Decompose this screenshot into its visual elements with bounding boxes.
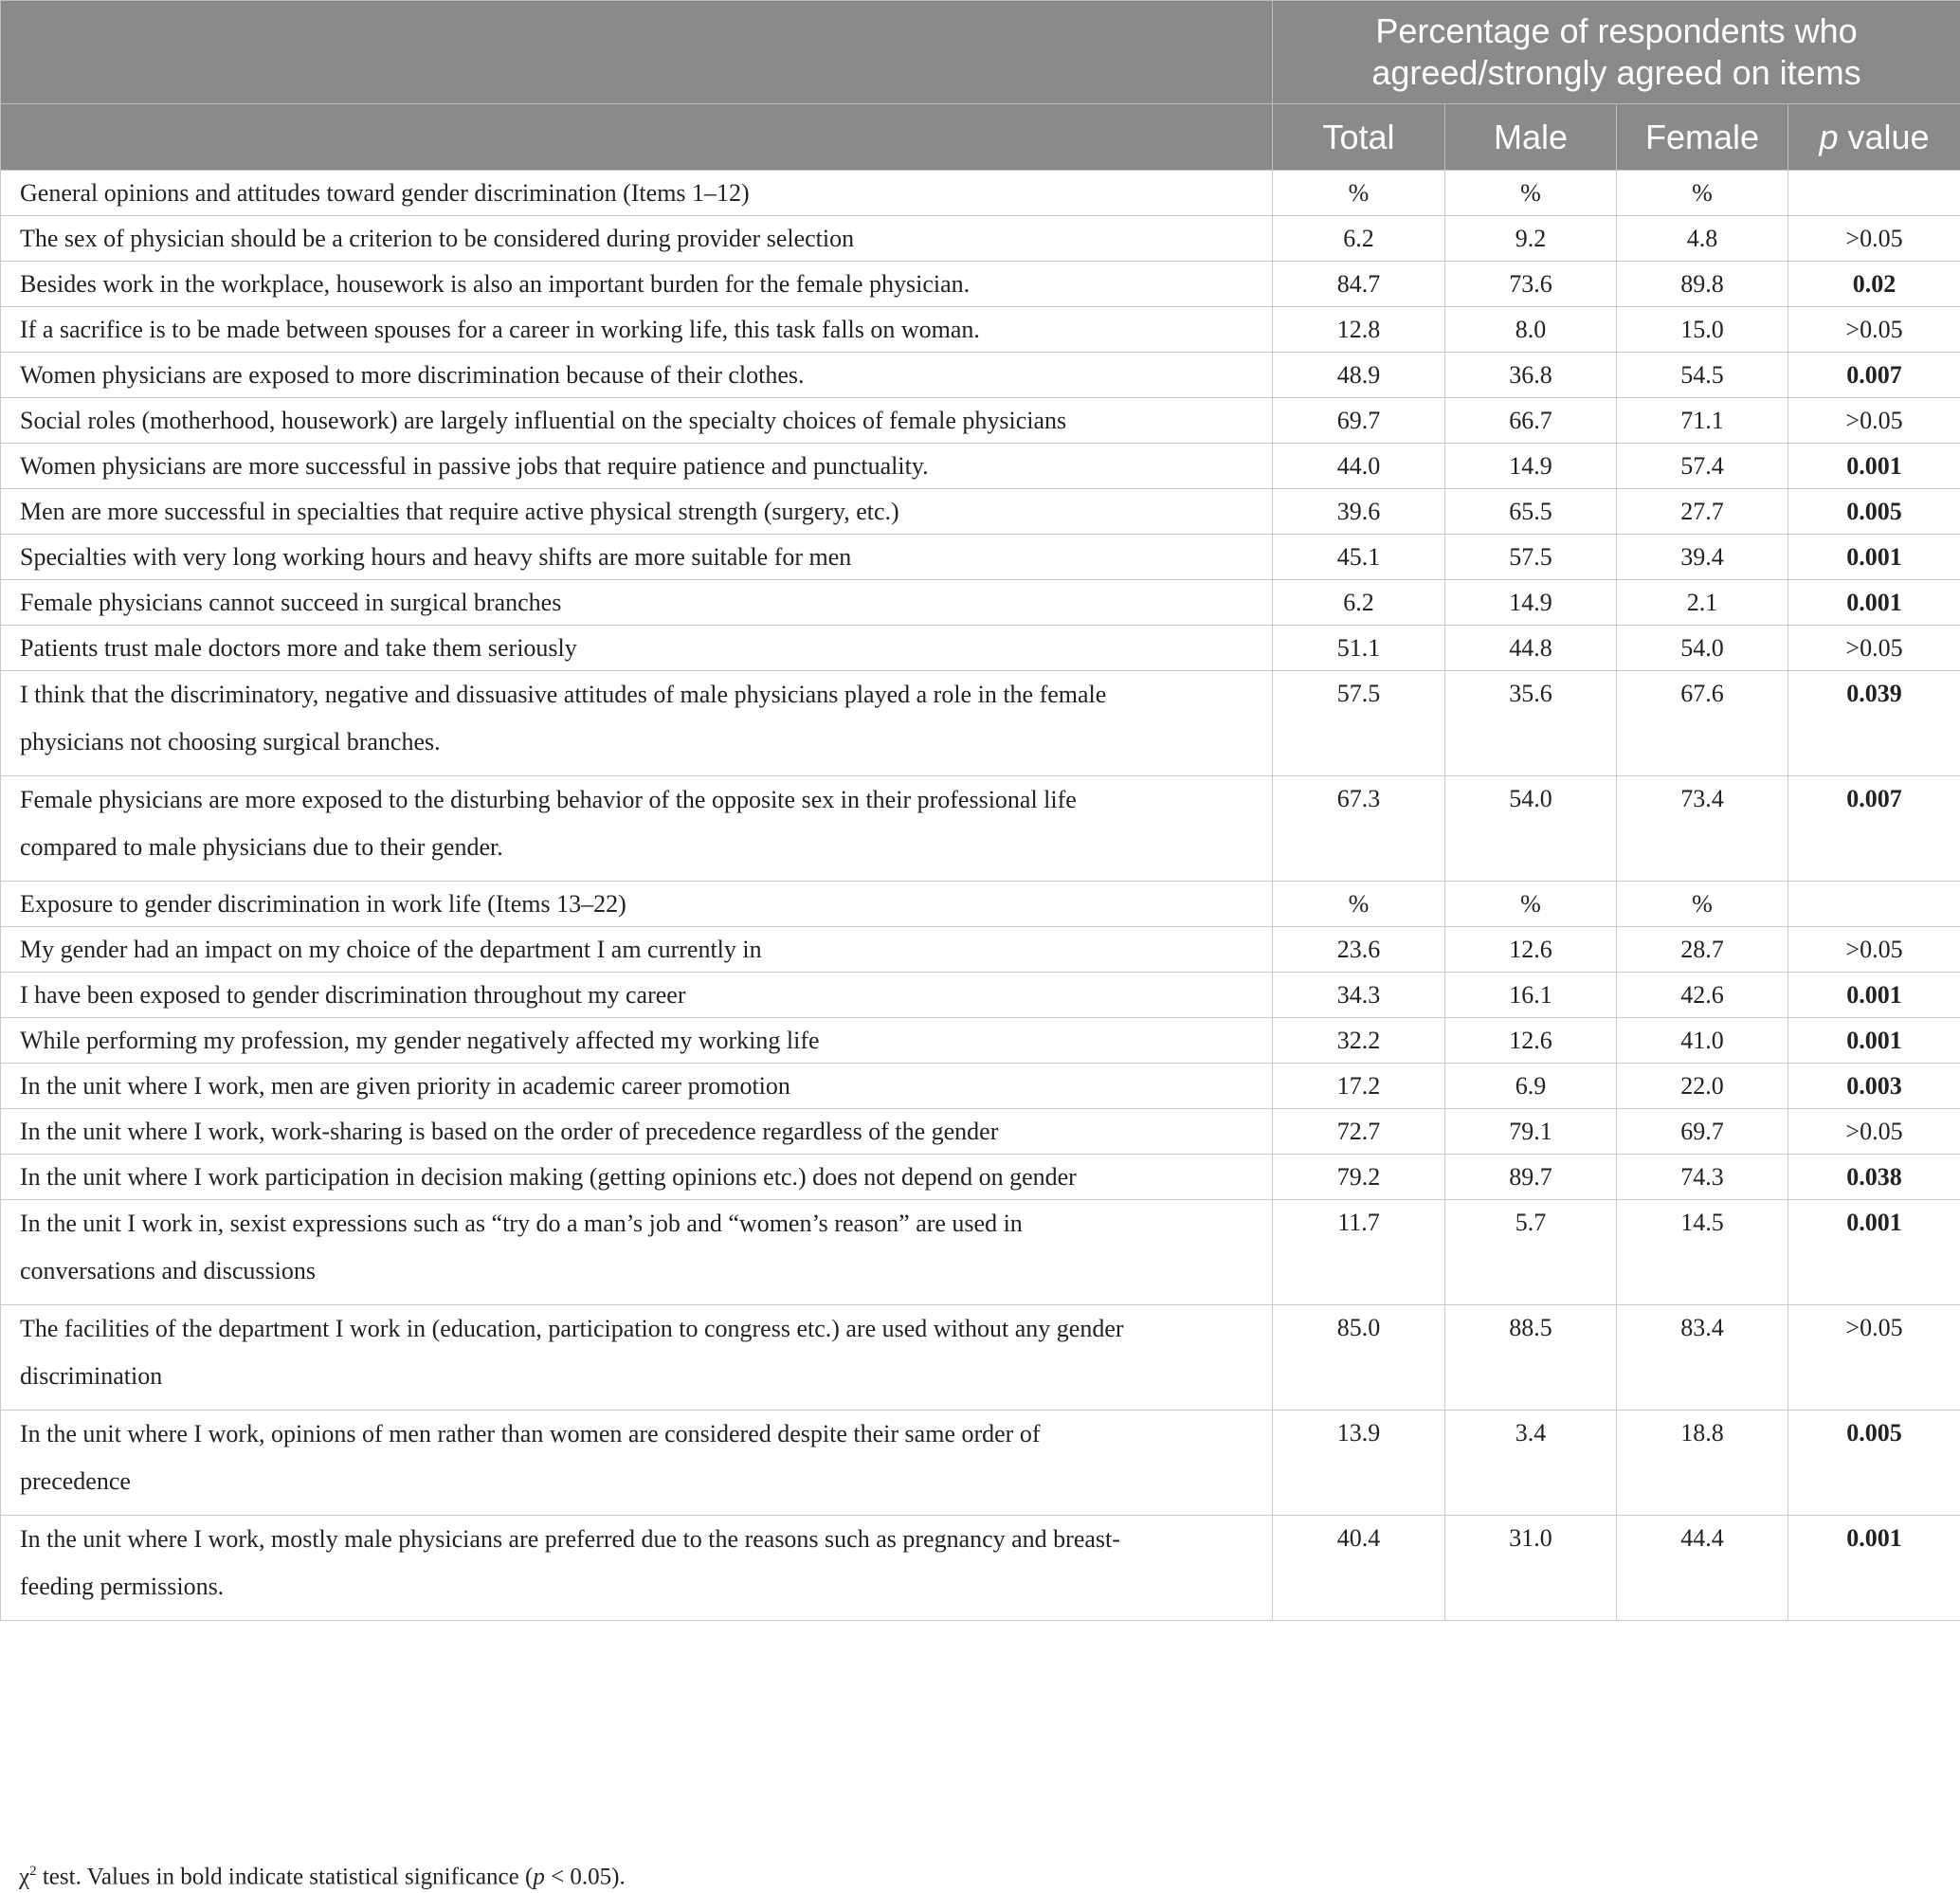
table-row: [1, 671, 1960, 776]
p-value-cell: >0.05: [1788, 398, 1960, 444]
total-cell: 17.2: [1273, 1064, 1445, 1109]
male-cell: 79.1: [1445, 1109, 1617, 1155]
table-row: [1, 398, 1960, 444]
female-cell: 83.4: [1617, 1305, 1788, 1411]
table-row: [1, 307, 1960, 353]
item-text-cell: General opinions and attitudes toward gender discrimination (Items 1–12): [1, 171, 1273, 216]
female-cell: 71.1: [1617, 398, 1788, 444]
male-cell: 57.5: [1445, 535, 1617, 580]
header-blank-cell-2: [1, 104, 1273, 171]
male-cell: 65.5: [1445, 489, 1617, 535]
table-row: [1, 444, 1960, 489]
male-cell: 66.7: [1445, 398, 1617, 444]
item-text-cell: [1, 1305, 1273, 1411]
female-cell: 15.0: [1617, 307, 1788, 353]
header-spanning-title: [1273, 1, 1960, 104]
column-header-female: Female: [1617, 104, 1788, 171]
p-value-suffix: value: [1838, 117, 1930, 156]
female-cell: 69.7: [1617, 1109, 1788, 1155]
p-value-cell: 0.039: [1788, 671, 1960, 776]
female-cell: %: [1617, 171, 1788, 216]
p-value-cell: >0.05: [1788, 1109, 1960, 1155]
p-value-cell: 0.007: [1788, 776, 1960, 882]
p-value-cell: 0.003: [1788, 1064, 1960, 1109]
footnote-p-italic: p: [533, 1864, 545, 1890]
column-header-male: Male: [1445, 104, 1617, 171]
total-cell: %: [1273, 882, 1445, 927]
table-row: [1, 973, 1960, 1018]
item-text-cell: Patients trust male doctors more and take them seriously: [1, 626, 1273, 671]
total-cell: 72.7: [1273, 1109, 1445, 1155]
p-value-cell: >0.05: [1788, 927, 1960, 973]
table-row: [1, 882, 1960, 927]
table-row: [1, 1109, 1960, 1155]
item-text-cell: Besides work in the workplace, housework is also an important burden for the female physician.: [1, 262, 1273, 307]
item-text-cell: [1, 671, 1273, 776]
total-cell: 44.0: [1273, 444, 1445, 489]
female-cell: %: [1617, 882, 1788, 927]
footnote-text-1: test. Values in bold indicate statistical significance (: [36, 1864, 534, 1890]
item-text-line: In the unit I work in, sexist expressions such as “try do a man’s job and “women’s reason” are used in: [20, 1210, 1023, 1237]
item-text-line: physicians not choosing surgical branches.: [20, 728, 441, 755]
table-row: [1, 1064, 1960, 1109]
table-row: [1, 1305, 1960, 1411]
total-cell: 45.1: [1273, 535, 1445, 580]
total-cell: 57.5: [1273, 671, 1445, 776]
total-cell: 32.2: [1273, 1018, 1445, 1064]
item-text-cell: In the unit where I work, men are given priority in academic career promotion: [1, 1064, 1273, 1109]
item-text-line: Female physicians are more exposed to the disturbing behavior of the opposite sex in their professional life: [20, 786, 1077, 813]
female-cell: 2.1: [1617, 580, 1788, 626]
total-cell: 79.2: [1273, 1155, 1445, 1200]
female-cell: 22.0: [1617, 1064, 1788, 1109]
item-text-line: In the unit where I work, mostly male physicians are preferred due to the reasons such as pregnancy and breast-: [20, 1525, 1120, 1553]
total-cell: 39.6: [1273, 489, 1445, 535]
total-cell: 13.9: [1273, 1411, 1445, 1516]
table-header: [1, 1, 1960, 171]
male-cell: 88.5: [1445, 1305, 1617, 1411]
female-cell: 74.3: [1617, 1155, 1788, 1200]
p-value-cell: 0.001: [1788, 973, 1960, 1018]
male-cell: 12.6: [1445, 927, 1617, 973]
male-cell: %: [1445, 171, 1617, 216]
male-cell: 36.8: [1445, 353, 1617, 398]
table-row: [1, 1200, 1960, 1305]
table-row: [1, 1516, 1960, 1621]
item-text-cell: While performing my profession, my gender negatively affected my working life: [1, 1018, 1273, 1064]
female-cell: 44.4: [1617, 1516, 1788, 1621]
male-cell: 14.9: [1445, 444, 1617, 489]
male-cell: 14.9: [1445, 580, 1617, 626]
female-cell: 73.4: [1617, 776, 1788, 882]
female-cell: 28.7: [1617, 927, 1788, 973]
p-value-cell: 0.001: [1788, 444, 1960, 489]
male-cell: 12.6: [1445, 1018, 1617, 1064]
p-value-cell: [1788, 882, 1960, 927]
female-cell: 57.4: [1617, 444, 1788, 489]
item-text-cell: Women physicians are exposed to more discrimination because of their clothes.: [1, 353, 1273, 398]
p-value-cell: >0.05: [1788, 307, 1960, 353]
female-cell: 27.7: [1617, 489, 1788, 535]
p-italic: p: [1819, 117, 1839, 156]
table-row: [1, 1018, 1960, 1064]
p-value-cell: 0.007: [1788, 353, 1960, 398]
total-cell: 34.3: [1273, 973, 1445, 1018]
table-row: [1, 262, 1960, 307]
male-cell: 9.2: [1445, 216, 1617, 262]
p-value-cell: >0.05: [1788, 626, 1960, 671]
male-cell: 6.9: [1445, 1064, 1617, 1109]
item-text-cell: My gender had an impact on my choice of the department I am currently in: [1, 927, 1273, 973]
table-row: [1, 1155, 1960, 1200]
item-text-line: In the unit where I work, opinions of men rather than women are considered despite their same order of: [20, 1420, 1041, 1447]
item-text-line: I think that the discriminatory, negative and dissuasive attitudes of male physicians played a role in the female: [20, 681, 1107, 708]
male-cell: 8.0: [1445, 307, 1617, 353]
table-row: [1, 535, 1960, 580]
table-row: [1, 1411, 1960, 1516]
item-text-line: compared to male physicians due to their gender.: [20, 833, 503, 861]
item-text-cell: Exposure to gender discrimination in work life (Items 13–22): [1, 882, 1273, 927]
female-cell: 89.8: [1617, 262, 1788, 307]
male-cell: 73.6: [1445, 262, 1617, 307]
item-text-cell: In the unit where I work, work-sharing is based on the order of precedence regardless of the gender: [1, 1109, 1273, 1155]
column-header-total: Total: [1273, 104, 1445, 171]
total-cell: 48.9: [1273, 353, 1445, 398]
p-value-cell: 0.001: [1788, 1516, 1960, 1621]
item-text-line: The facilities of the department I work in (education, participation to congress etc.) are used without any gender: [20, 1315, 1124, 1342]
p-value-cell: 0.005: [1788, 1411, 1960, 1516]
header-span-line-1: Percentage of respondents who: [1375, 11, 1858, 50]
male-cell: 35.6: [1445, 671, 1617, 776]
p-value-cell: 0.02: [1788, 262, 1960, 307]
male-cell: %: [1445, 882, 1617, 927]
table-row: [1, 353, 1960, 398]
item-text-cell: [1, 1516, 1273, 1621]
total-cell: 69.7: [1273, 398, 1445, 444]
female-cell: 41.0: [1617, 1018, 1788, 1064]
footnote-superscript: 2: [29, 1864, 37, 1879]
female-cell: 42.6: [1617, 973, 1788, 1018]
female-cell: 14.5: [1617, 1200, 1788, 1305]
male-cell: 89.7: [1445, 1155, 1617, 1200]
p-value-cell: 0.001: [1788, 580, 1960, 626]
item-text-cell: The sex of physician should be a criterion to be considered during provider selection: [1, 216, 1273, 262]
p-value-cell: 0.005: [1788, 489, 1960, 535]
item-text-cell: I have been exposed to gender discrimination throughout my career: [1, 973, 1273, 1018]
total-cell: 51.1: [1273, 626, 1445, 671]
female-cell: 54.5: [1617, 353, 1788, 398]
footnote-text-2: < 0.05).: [544, 1864, 626, 1890]
item-text-cell: Social roles (motherhood, housework) are largely influential on the specialty choices of female physicians: [1, 398, 1273, 444]
footnote-chi: χ: [19, 1864, 30, 1890]
table-row: [1, 171, 1960, 216]
item-text-cell: Women physicians are more successful in passive jobs that require patience and punctuality.: [1, 444, 1273, 489]
female-cell: 54.0: [1617, 626, 1788, 671]
item-text-cell: [1, 776, 1273, 882]
total-cell: 85.0: [1273, 1305, 1445, 1411]
item-text-cell: Men are more successful in specialties that require active physical strength (surgery, etc.): [1, 489, 1273, 535]
male-cell: 3.4: [1445, 1411, 1617, 1516]
item-text-line: discrimination: [20, 1362, 163, 1390]
female-cell: 67.6: [1617, 671, 1788, 776]
p-value-cell: 0.001: [1788, 1200, 1960, 1305]
item-text-cell: [1, 1411, 1273, 1516]
table-row: [1, 580, 1960, 626]
table-body: [1, 171, 1960, 1621]
female-cell: 18.8: [1617, 1411, 1788, 1516]
p-value-cell: >0.05: [1788, 1305, 1960, 1411]
table-row: [1, 927, 1960, 973]
p-value-cell: [1788, 171, 1960, 216]
female-cell: 4.8: [1617, 216, 1788, 262]
item-text-line: feeding permissions.: [20, 1573, 225, 1600]
male-cell: 5.7: [1445, 1200, 1617, 1305]
total-cell: %: [1273, 171, 1445, 216]
p-value-cell: 0.001: [1788, 1018, 1960, 1064]
p-value-cell: >0.05: [1788, 216, 1960, 262]
p-value-cell: 0.038: [1788, 1155, 1960, 1200]
item-text-cell: In the unit where I work participation in decision making (getting opinions etc.) does not depend on gender: [1, 1155, 1273, 1200]
male-cell: 44.8: [1445, 626, 1617, 671]
table-row: [1, 776, 1960, 882]
male-cell: 31.0: [1445, 1516, 1617, 1621]
header-row-columns: [1, 104, 1960, 171]
item-text-cell: If a sacrifice is to be made between spouses for a career in working life, this task falls on woman.: [1, 307, 1273, 353]
column-header-p-value: [1788, 104, 1960, 171]
table-row: [1, 489, 1960, 535]
table-row: [1, 216, 1960, 262]
total-cell: 40.4: [1273, 1516, 1445, 1621]
table-footnote: [19, 1864, 626, 1890]
header-blank-cell: [1, 1, 1273, 104]
table-row: [1, 626, 1960, 671]
total-cell: 6.2: [1273, 216, 1445, 262]
header-span-line-2: agreed/strongly agreed on items: [1371, 53, 1861, 92]
item-text-cell: Female physicians cannot succeed in surgical branches: [1, 580, 1273, 626]
male-cell: 54.0: [1445, 776, 1617, 882]
total-cell: 84.7: [1273, 262, 1445, 307]
total-cell: 12.8: [1273, 307, 1445, 353]
male-cell: 16.1: [1445, 973, 1617, 1018]
total-cell: 23.6: [1273, 927, 1445, 973]
total-cell: 11.7: [1273, 1200, 1445, 1305]
p-value-cell: 0.001: [1788, 535, 1960, 580]
item-text-cell: Specialties with very long working hours and heavy shifts are more suitable for men: [1, 535, 1273, 580]
female-cell: 39.4: [1617, 535, 1788, 580]
total-cell: 6.2: [1273, 580, 1445, 626]
item-text-line: conversations and discussions: [20, 1257, 316, 1284]
item-text-cell: [1, 1200, 1273, 1305]
header-row-top: [1, 1, 1960, 104]
item-text-line: precedence: [20, 1467, 131, 1495]
total-cell: 67.3: [1273, 776, 1445, 882]
